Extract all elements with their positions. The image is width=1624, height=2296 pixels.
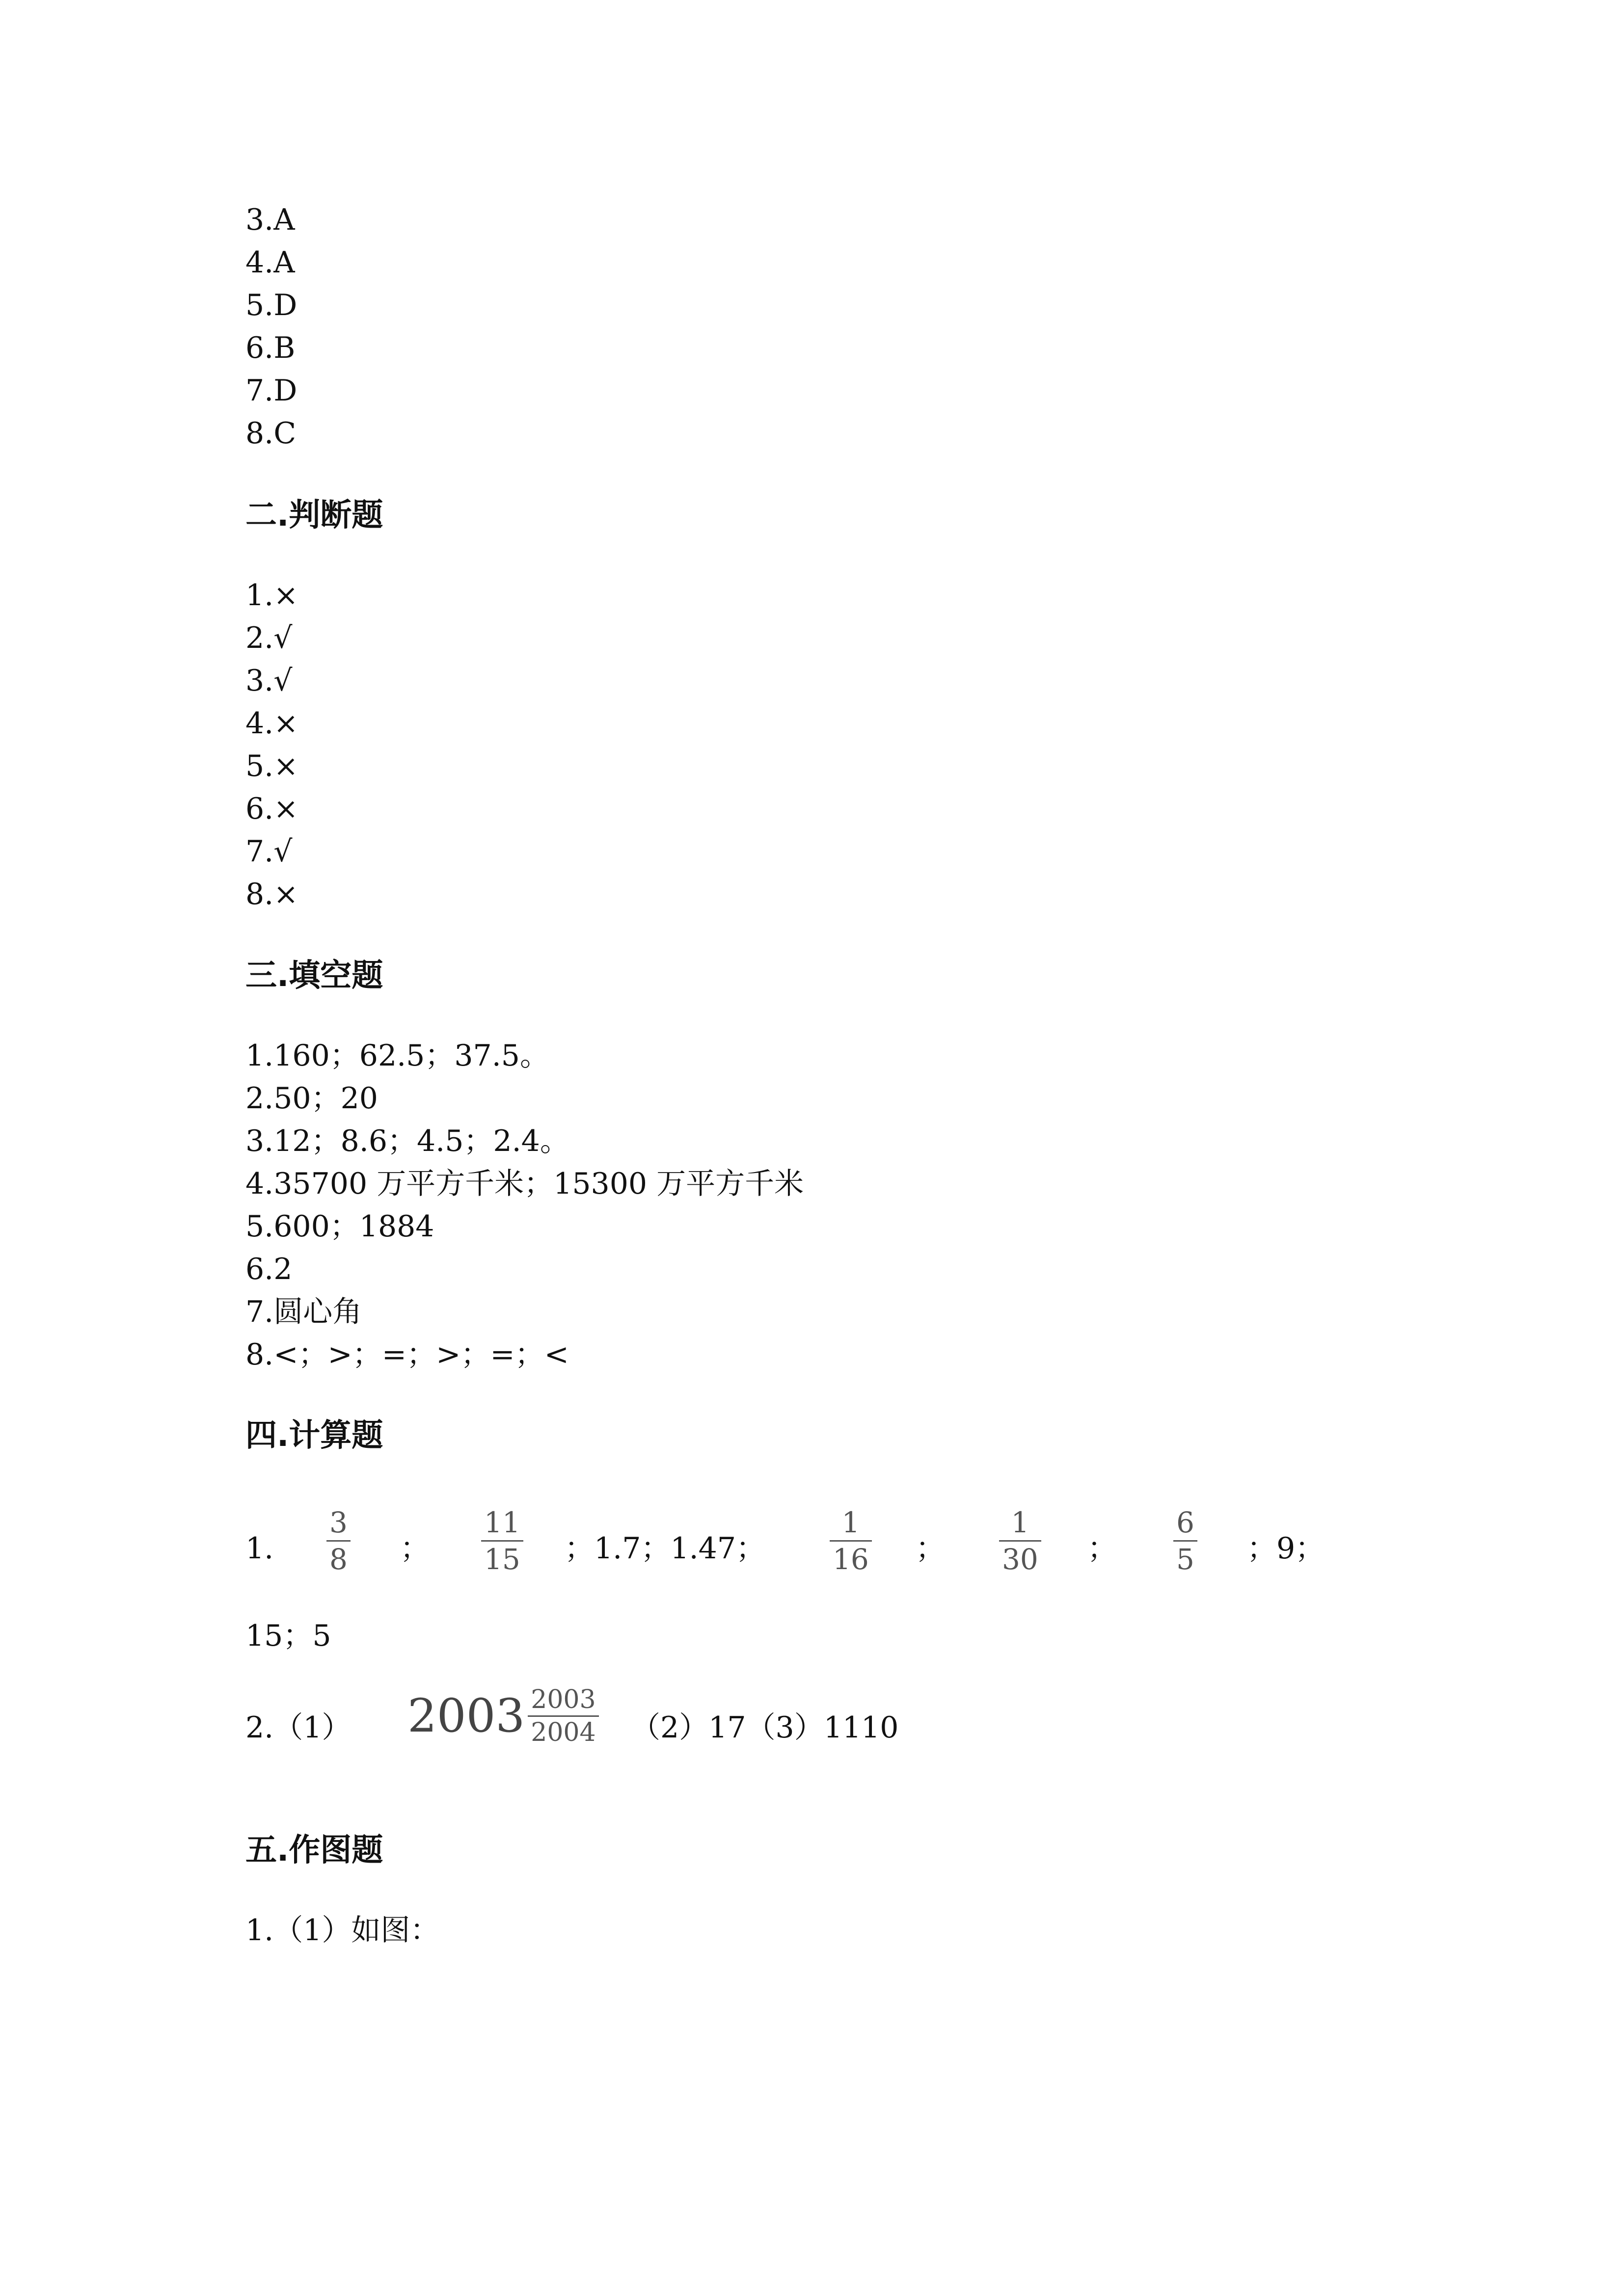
judgment-answer: 7.√ bbox=[245, 834, 293, 869]
fraction bbox=[830, 1507, 872, 1575]
choice-answer: 6.B bbox=[245, 331, 296, 365]
judgment-answer: 5.× bbox=[245, 749, 298, 783]
fraction-numerator: 11 bbox=[484, 1506, 520, 1539]
judgment-answer: 1.× bbox=[245, 578, 298, 613]
judgment-answer: 3.√ bbox=[245, 664, 293, 698]
choice-answer: 3.A bbox=[245, 203, 295, 237]
fraction-numerator: 3 bbox=[329, 1506, 348, 1539]
fill-answer: 3.12；8.6；4.5；2.4。 bbox=[245, 1124, 569, 1158]
mixed-number-whole: 2003 bbox=[407, 1689, 525, 1743]
section-heading-judgment: 二.判断题 bbox=[245, 497, 383, 534]
separator: ； bbox=[916, 1531, 945, 1566]
calc-answer-1-continued: 15；5 bbox=[245, 1619, 331, 1653]
fill-answer: 4.35700 万平方千米；15300 万平方千米 bbox=[245, 1167, 804, 1201]
choice-answer: 5.D bbox=[245, 288, 298, 322]
judgment-answer: 2.√ bbox=[245, 621, 293, 655]
choice-answer: 7.D bbox=[245, 374, 298, 408]
fraction-bar bbox=[528, 1715, 598, 1717]
fraction-bar bbox=[481, 1540, 523, 1542]
judgment-answer: 8.× bbox=[245, 877, 298, 911]
calc-answer-1 bbox=[245, 1507, 1620, 1605]
fraction-bar bbox=[830, 1540, 872, 1542]
fraction-numerator: 1 bbox=[841, 1506, 860, 1539]
separator: ； bbox=[1087, 1531, 1117, 1566]
calc-answer-2 bbox=[245, 1686, 1620, 1784]
judgment-answer: 4.× bbox=[245, 706, 298, 741]
calc-label: 2.（1） bbox=[245, 1710, 352, 1745]
section-heading-calculation: 四.计算题 bbox=[245, 1417, 383, 1454]
fill-answer: 6.2 bbox=[245, 1252, 293, 1286]
fraction-numerator: 6 bbox=[1176, 1506, 1194, 1539]
choice-answer: 8.C bbox=[245, 416, 297, 451]
fraction-denominator: 30 bbox=[1002, 1543, 1038, 1576]
fraction bbox=[481, 1507, 523, 1575]
fraction-denominator: 5 bbox=[1176, 1543, 1194, 1576]
mixed-number bbox=[407, 1686, 599, 1746]
answer-text: ；9； bbox=[1247, 1531, 1325, 1566]
fraction-denominator: 16 bbox=[833, 1543, 869, 1576]
answer-text: （2）17（3）1110 bbox=[631, 1710, 899, 1745]
fraction-denominator: 2004 bbox=[531, 1718, 596, 1747]
fraction-bar bbox=[326, 1540, 351, 1542]
answer-text: ；1.7；1.47； bbox=[565, 1531, 766, 1566]
section-heading-drawing: 五.作图题 bbox=[245, 1832, 383, 1869]
section-heading-fill-blank: 三.填空题 bbox=[245, 958, 383, 994]
fraction bbox=[1173, 1507, 1197, 1575]
fraction bbox=[999, 1507, 1041, 1575]
choice-answer: 4.A bbox=[245, 245, 295, 280]
fraction-numerator: 1 bbox=[1011, 1506, 1029, 1539]
fraction-bar bbox=[999, 1540, 1041, 1542]
fraction-denominator: 15 bbox=[484, 1543, 520, 1576]
separator: ； bbox=[400, 1531, 430, 1566]
fraction bbox=[528, 1686, 598, 1746]
judgment-answer: 6.× bbox=[245, 792, 298, 826]
fraction-bar bbox=[1173, 1540, 1197, 1542]
fill-answer: 5.600；1884 bbox=[245, 1209, 434, 1244]
drawing-answer: 1.（1）如图： bbox=[245, 1913, 440, 1948]
fill-answer: 7.圆心角 bbox=[245, 1295, 362, 1329]
fill-answer: 2.50；20 bbox=[245, 1081, 378, 1116]
fraction-denominator: 8 bbox=[329, 1543, 348, 1576]
fraction bbox=[326, 1507, 351, 1575]
fill-answer: 8.<；>；=；>；=；< bbox=[245, 1337, 569, 1372]
fill-answer: 1.160；62.5；37.5。 bbox=[245, 1039, 549, 1073]
fraction-numerator: 2003 bbox=[531, 1685, 596, 1714]
calc-label: 1. bbox=[245, 1531, 274, 1566]
